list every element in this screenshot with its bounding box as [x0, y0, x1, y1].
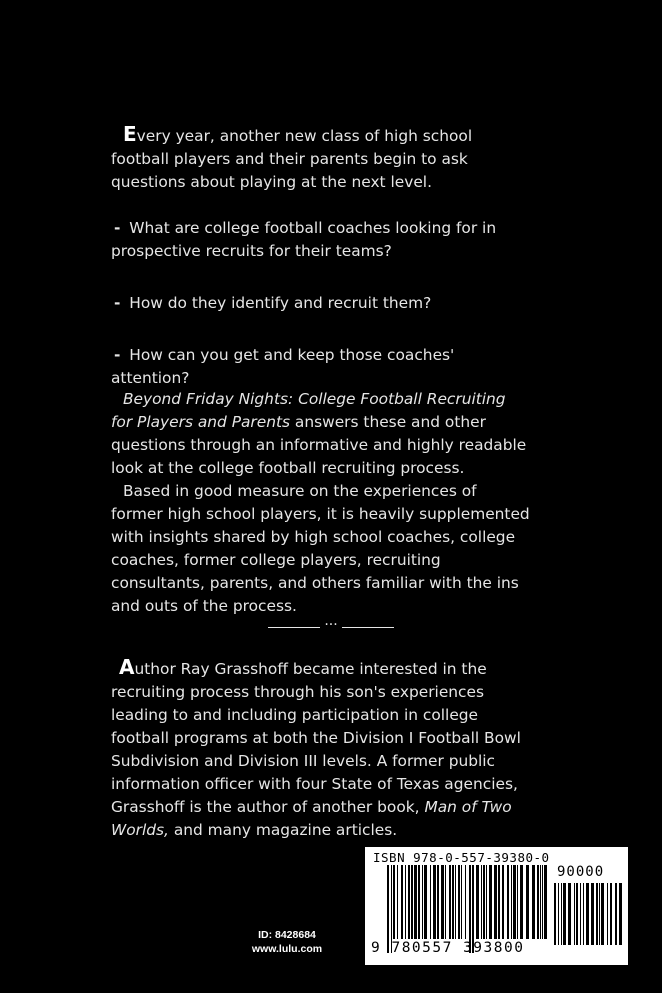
ean-digits: 9 780557 393800: [371, 940, 525, 956]
book-paragraph-text: answers these and other questions through an informative and highly readable look at the college football recruiting process.: [111, 413, 527, 477]
question-dash: -: [114, 294, 121, 312]
intro-text: very year, another new class of high school football players and their parents begin to ask questions about playing at the next level.: [111, 127, 473, 191]
book-title: Beyond Friday Nights: College Football Recruiting for Players and Parents: [111, 390, 506, 431]
other-book-title: Man of Two Worlds,: [111, 798, 512, 839]
based-paragraph: [111, 480, 531, 618]
intro-paragraph: [111, 123, 531, 194]
author-drop-cap: A: [119, 655, 135, 679]
intro-drop-cap: E: [123, 122, 137, 146]
question-dash: -: [114, 346, 121, 364]
question-item: [111, 217, 531, 263]
question-item: [111, 292, 531, 315]
question-text: How do they identify and recruit them?: [129, 294, 432, 312]
isbn-barcode: [365, 847, 628, 965]
book-paragraph: [111, 388, 531, 480]
publisher-id: ID: 8428684: [258, 929, 316, 941]
addon-barcode-bars: [554, 883, 622, 959]
author-tail: and many magazine articles.: [168, 821, 398, 839]
addon-digits: 90000: [557, 864, 605, 880]
isbn-label: ISBN 978-0-557-39380-0: [373, 850, 550, 865]
divider-dots: ...: [324, 613, 338, 629]
question-item: [111, 344, 531, 390]
divider-rule-left: [268, 627, 320, 628]
author-paragraph: [111, 656, 531, 842]
divider-rule-right: [342, 627, 394, 628]
question-text: What are college football coaches looking for in prospective recruits for their teams?: [111, 219, 497, 260]
question-text: How can you get and keep those coaches' attention?: [111, 346, 455, 387]
publisher-info: [232, 928, 342, 956]
author-text: uthor Ray Grasshoff became interested in the recruiting process through his son's experiences leading to and including participation in college football programs at both the Division I Football Bowl Subdivision and Division III levels. A former public information officer with four State of Texas agencies, Grasshoff is the author of another book,: [111, 660, 521, 816]
publisher-url: www.lulu.com: [251, 943, 323, 955]
section-divider: [268, 613, 398, 629]
based-paragraph-text: Based in good measure on the experiences of former high school players, it is heavily supplemented with insights shared by high school coaches, college coaches, former college players, recruiting consultants, parents, and others familiar with the ins and outs of the process.: [111, 482, 530, 615]
question-dash: -: [114, 219, 121, 237]
